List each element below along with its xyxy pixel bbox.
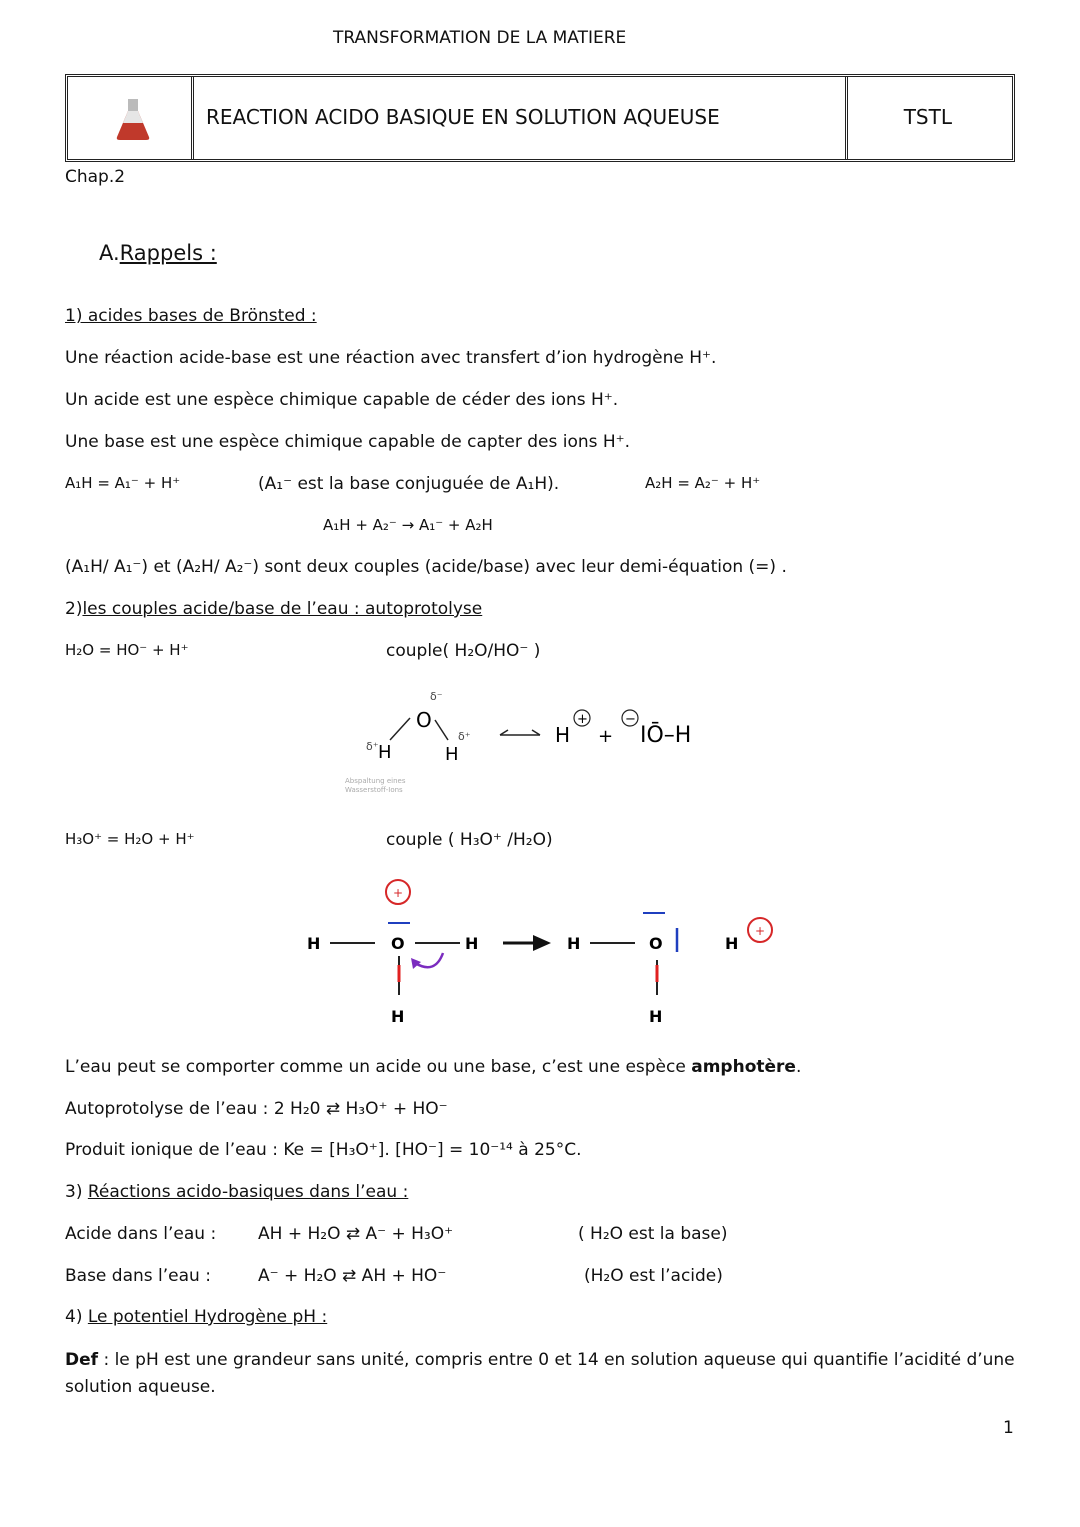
negative-charge-icon: − [625, 712, 636, 727]
header-level: TSTL [903, 105, 952, 129]
electron-arrow [415, 953, 443, 967]
s1-line3: Une base est une espèce chimique capable de capter des ions H⁺. [65, 432, 631, 452]
page-header: TRANSFORMATION DE LA MATIERE [333, 28, 627, 48]
amphotere-text: L’eau peut se comporter comme un acide ou une base, c’est une espèce amphotère. [65, 1057, 802, 1077]
delta-minus: δ⁻ [430, 690, 443, 703]
eq-a1h-note: (A₁⁻ est la base conjuguée de A₁H). [258, 474, 560, 494]
autoprotolyse-eq: Autoprotolyse de l’eau : 2 H₂0 ⇄ H₃O⁺ + HO⁻ [65, 1099, 448, 1119]
oxygen: O [391, 934, 405, 953]
delta-plus-right: δ⁺ [458, 730, 471, 743]
base-label: Base dans l’eau : [65, 1266, 211, 1286]
h-left-product: H [567, 934, 581, 953]
acid-note: ( H₂O est la base) [578, 1224, 728, 1244]
section-a-heading: A.Rappels : [99, 241, 217, 265]
couple-water: couple( H₂O/HO⁻ ) [386, 641, 541, 661]
section-4-title: 4) Le potentiel Hydrogène pH : [65, 1307, 328, 1327]
hydrogen-left: H [378, 742, 392, 763]
acid-equation: AH + H₂O ⇄ A⁻ + H₃O⁺ [258, 1224, 454, 1244]
oxygen-product: O [649, 934, 663, 953]
section-1-title: 1) acides bases de Brönsted : [65, 306, 317, 326]
hydronium-figure [295, 870, 795, 1030]
delta-plus-left: δ⁺ [366, 740, 379, 753]
eq-hydronium: H₃O⁺ = H₂O + H⁺ [65, 830, 195, 848]
section-3-title: 3) Réactions acido-basiques dans l’eau : [65, 1182, 409, 1202]
proton-product: H [725, 934, 739, 953]
caption-line1: Abspaltung eines [345, 777, 406, 785]
plus-sign: + [598, 726, 614, 747]
h-right: H [465, 934, 479, 953]
acid-label: Acide dans l’eau : [65, 1224, 217, 1244]
chapter-label: Chap.2 [65, 167, 126, 187]
logo-cell [68, 77, 194, 159]
header-title: REACTION ACIDO BASIQUE EN SOLUTION AQUEUSE [206, 105, 720, 129]
proton: H [555, 723, 571, 747]
section-2-title: 2)les couples acide/base de l’eau : autoprotolyse [65, 599, 483, 619]
eq-a1h: A₁H = A₁⁻ + H⁺ [65, 474, 181, 492]
charge-plus: + [393, 886, 404, 900]
water-dissociation-figure [340, 680, 740, 800]
s1-line2: Un acide est une espèce chimique capable de céder des ions H⁺. [65, 390, 619, 410]
hydroxide-ion: IŌ–H [640, 723, 692, 748]
eq-a2h: A₂H = A₂⁻ + H⁺ [645, 474, 761, 492]
charge-plus-product: + [755, 924, 766, 938]
eq-water: H₂O = HO⁻ + H⁺ [65, 641, 189, 659]
h-bottom: H [391, 1007, 405, 1026]
flask-icon [113, 97, 153, 141]
page-number: 1 [1003, 1418, 1014, 1438]
hydrogen-right: H [445, 744, 459, 765]
header-box [65, 74, 1015, 162]
eq-reaction: A₁H + A₂⁻ → A₁⁻ + A₂H [323, 516, 493, 534]
caption-line2: Wasserstoff-Ions [345, 786, 403, 794]
couple-hydronium: couple ( H₃O⁺ /H₂O) [386, 830, 553, 850]
base-equation: A⁻ + H₂O ⇄ AH + HO⁻ [258, 1266, 447, 1286]
h-left: H [307, 934, 321, 953]
base-note: (H₂O est l’acide) [584, 1266, 723, 1286]
couples-text: (A₁H/ A₁⁻) et (A₂H/ A₂⁻) sont deux couples (acide/base) avec leur demi-équation (=) . [65, 557, 787, 577]
oxygen-atom: O [416, 708, 432, 732]
positive-charge-icon: + [577, 712, 588, 727]
ph-definition-cont: solution aqueuse. [65, 1377, 216, 1397]
h-bottom-product: H [649, 1007, 663, 1026]
s1-line1: Une réaction acide-base est une réaction avec transfert d’ion hydrogène H⁺. [65, 348, 717, 368]
ph-definition: Def : le pH est une grandeur sans unité, compris entre 0 et 14 en solution aqueuse qui quantifie l’acidité d’une [65, 1350, 1015, 1370]
ionic-product: Produit ionique de l’eau : Ke = [H₃O⁺]. [HO⁻] = 10⁻¹⁴ à 25°C. [65, 1140, 582, 1160]
